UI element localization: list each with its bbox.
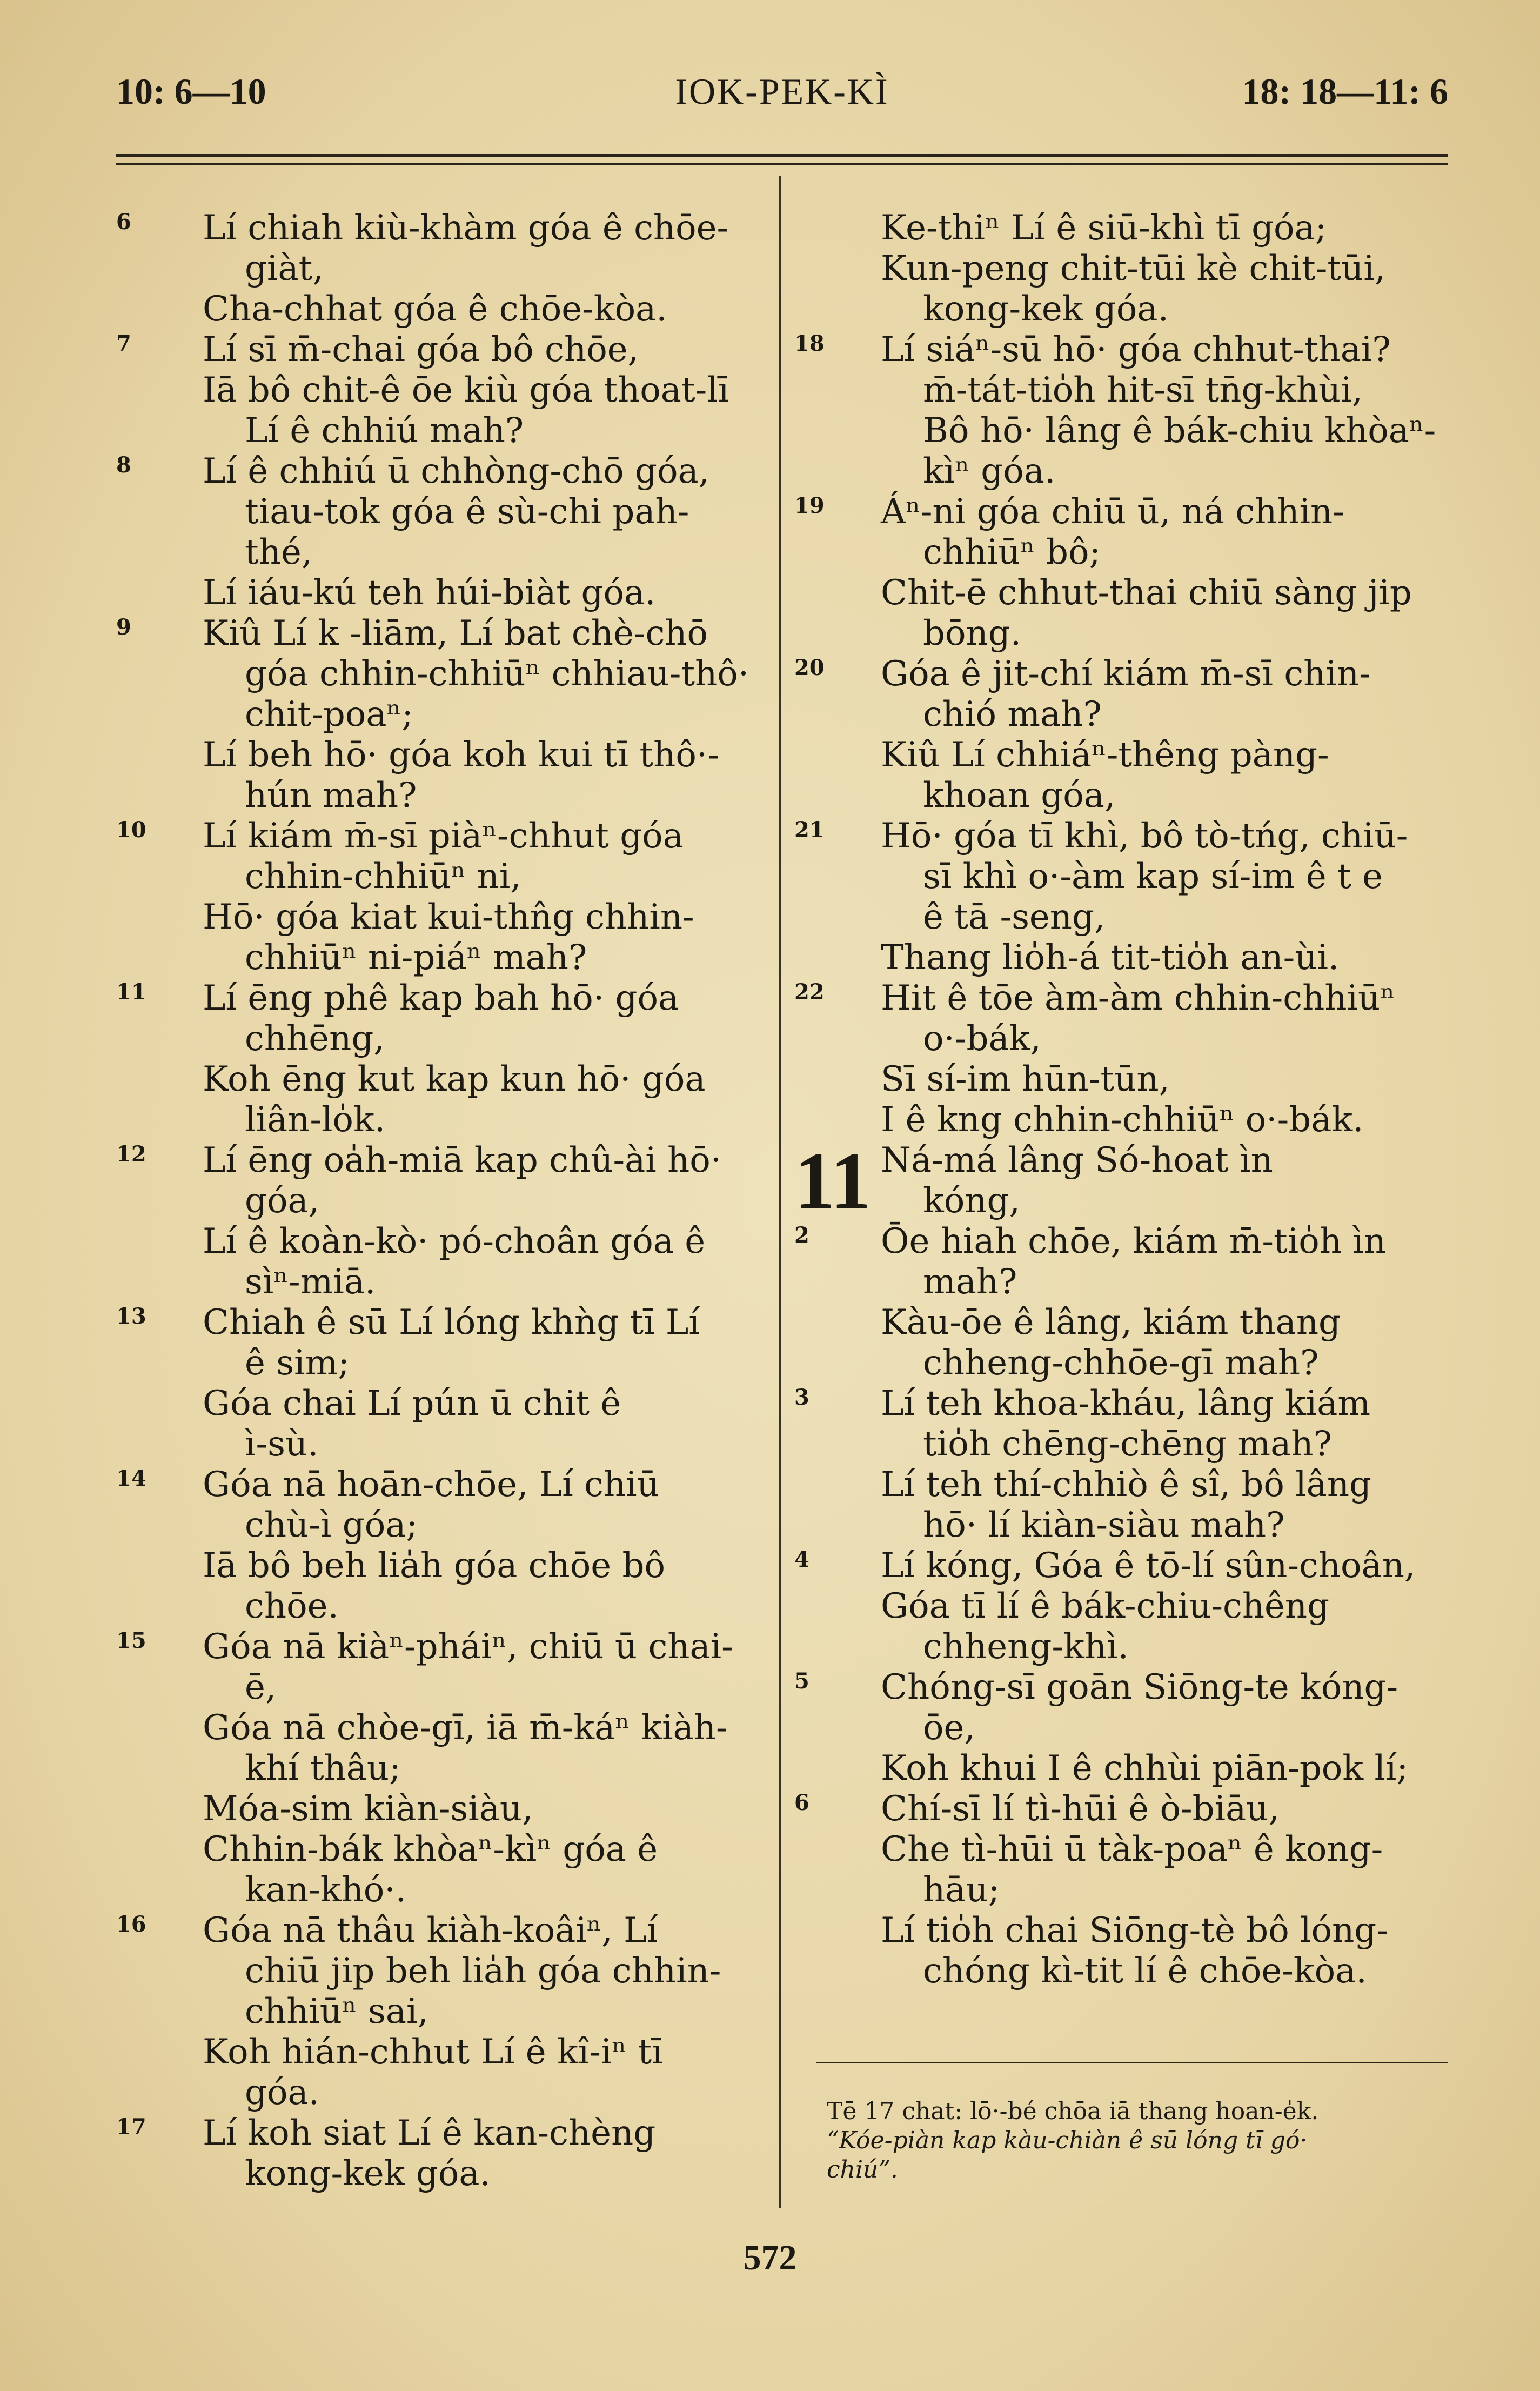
verse-line: Chóng-sī goān Siōng-te kóng- bbox=[881, 1667, 1398, 1707]
verse bbox=[116, 1303, 765, 1465]
footnote-line: Tē 17 chat: lō·-bé chōa iā thang hoan-e̍k. bbox=[827, 2098, 1319, 2125]
verse-line: Lí kiám m̄-sī piàⁿ-chhut góa bbox=[203, 816, 684, 856]
verse-line: ē, bbox=[245, 1667, 277, 1707]
verse-line: ê sim; bbox=[245, 1343, 350, 1383]
verse bbox=[116, 330, 765, 451]
verse-line: Lí ê chhiú ū chhòng-chō góa, bbox=[203, 451, 709, 491]
verse-line: chóng kì-tit lí ê chōe-kòa. bbox=[923, 1951, 1367, 1991]
verse-line: Góa ê jit-chí kiám m̄-sī chin- bbox=[881, 654, 1371, 694]
verse-line: Lí ēng phê kap bah hō· góa bbox=[203, 978, 679, 1018]
verse-line: chù-ì góa; bbox=[245, 1505, 418, 1545]
verse-line: Lí koh siat Lí ê kan-chèng bbox=[203, 2113, 656, 2153]
verse bbox=[794, 492, 1448, 654]
verse-line: tio̍h chēng-chēng mah? bbox=[923, 1424, 1332, 1464]
verse-line: Lí iáu-kú teh húi-biàt góa. bbox=[203, 573, 656, 613]
verse-line: Chhin-bák khòaⁿ-kìⁿ góa ê bbox=[203, 1829, 658, 1869]
page-number: 572 bbox=[743, 2238, 797, 2278]
verse-line: giàt, bbox=[245, 249, 324, 289]
verse-line: Kiû Lí chhiáⁿ-thêng pàng- bbox=[881, 735, 1329, 775]
verse-number: 6 bbox=[116, 209, 131, 235]
verse-line: Che tì-hūi ū tàk-poaⁿ ê kong- bbox=[881, 1829, 1383, 1869]
verse-line: khoan góa, bbox=[923, 776, 1116, 816]
verse-line: Sī sí-im hūn-tūn, bbox=[881, 1059, 1170, 1099]
verse-line: chió mah? bbox=[923, 694, 1102, 734]
verse-line: Lí teh thí-chhiò ê sî, bô lâng bbox=[881, 1465, 1371, 1505]
verse-line: Iā bô chit-ê ōe kiù góa thoat-lī bbox=[203, 370, 729, 410]
verse-number: 11 bbox=[116, 979, 146, 1005]
verse-line: Lí ēng oa̍h-miā kap chû-ài hō· bbox=[203, 1140, 722, 1180]
verse-line: Thang lio̍h-á tit-tio̍h an-ùi. bbox=[881, 938, 1340, 978]
verse-number: 22 bbox=[794, 979, 825, 1005]
verse-line: hún mah? bbox=[245, 776, 417, 816]
header-book-title: IOK-PEK-KÌ bbox=[675, 71, 889, 112]
verse-line: chhiūⁿ bô; bbox=[923, 532, 1101, 572]
verse bbox=[794, 330, 1448, 492]
verse-line: chhiūⁿ sai, bbox=[245, 1992, 428, 2032]
verse-number: 18 bbox=[794, 331, 825, 356]
verse-line: Chiah ê sū Lí lóng khǹg tī Lí bbox=[203, 1303, 700, 1343]
verse-line: tiau-tok góa ê sù-chi pah- bbox=[245, 492, 689, 532]
verse-number: 4 bbox=[794, 1547, 809, 1572]
verse-line: o·-bák, bbox=[923, 1019, 1041, 1059]
verse-line: Lí kóng, Góa ê tō-lí sûn-choân, bbox=[881, 1546, 1416, 1586]
chapter-number: 11 bbox=[794, 1136, 871, 1226]
verse bbox=[794, 1546, 1448, 1667]
verse-line: mah? bbox=[923, 1262, 1017, 1302]
verse-number: 20 bbox=[794, 655, 825, 680]
verse bbox=[794, 208, 1448, 330]
verse-number: 6 bbox=[794, 1790, 809, 1815]
verse-line: Hō· góa kiat kui-thn̂g chhin- bbox=[203, 897, 694, 937]
header-right-reference: 18: 18—11: 6 bbox=[1242, 71, 1448, 112]
verse-line: Koh hián-chhut Lí ê kî-iⁿ tī bbox=[203, 2032, 663, 2072]
verse bbox=[794, 654, 1448, 816]
verse-line: Ōe hiah chōe, kiám m̄-tio̍h ìn bbox=[881, 1221, 1386, 1261]
verse-line: bōng. bbox=[923, 613, 1022, 653]
verse-number: 12 bbox=[116, 1141, 146, 1167]
verse-line: kong-kek góa. bbox=[923, 289, 1169, 329]
verse-line: m̄-tát-tio̍h hit-sī tn̄g-khùi, bbox=[923, 370, 1363, 410]
verse-line: kan-khó·. bbox=[245, 1870, 406, 1910]
verse-line: liân-lo̍k. bbox=[245, 1100, 386, 1140]
verse-number: 15 bbox=[116, 1628, 146, 1653]
verse-line: thé, bbox=[245, 532, 313, 572]
verse bbox=[794, 1789, 1448, 1992]
verse bbox=[794, 1221, 1448, 1384]
verse-line: Góa nā hoān-chōe, Lí chiū bbox=[203, 1465, 659, 1505]
verse-line: chhēng, bbox=[245, 1019, 385, 1059]
verse-line: Lí siáⁿ-sū hō· góa chhut-thai? bbox=[881, 330, 1391, 370]
footnote-line: chiú”. bbox=[827, 2156, 898, 2183]
verse bbox=[794, 1384, 1448, 1546]
verse bbox=[116, 1911, 765, 2113]
verse-line: Kiû Lí k -liām, Lí bat chè-chō bbox=[203, 613, 708, 653]
verse-number: 10 bbox=[116, 817, 146, 843]
verse bbox=[116, 1627, 765, 1911]
verse bbox=[116, 978, 765, 1140]
verse-line: chheng-chhōe-gī mah? bbox=[923, 1343, 1319, 1383]
verse-line: Lí teh khoa-kháu, lâng kiám bbox=[881, 1384, 1371, 1424]
verse bbox=[116, 451, 765, 613]
verse-line: sī khì o·-àm kap sí-im ê t e bbox=[923, 857, 1383, 897]
verse-line: góa chhin-chhiūⁿ chhiau-thô· bbox=[245, 654, 749, 694]
verse-number: 5 bbox=[794, 1668, 809, 1694]
verse bbox=[116, 1465, 765, 1627]
verse-line: góa, bbox=[245, 1181, 319, 1221]
verse-line: Kàu-ōe ê lâng, kiám thang bbox=[881, 1303, 1341, 1343]
verse bbox=[116, 1140, 765, 1303]
verse-line: Hit ê tōe àm-àm chhin-chhiūⁿ bbox=[881, 978, 1395, 1018]
verse-line: Ná-má lâng Só-hoat ìn bbox=[881, 1140, 1273, 1180]
verse bbox=[116, 2113, 765, 2194]
verse-line: Kun-peng chit-tūi kè chit-tūi, bbox=[881, 249, 1386, 289]
verse-line: ì-sù. bbox=[245, 1424, 319, 1464]
verse-line: Lí sī m̄-chai góa bô chōe, bbox=[203, 330, 639, 370]
verse-line: Móa-sim kiàn-siàu, bbox=[203, 1789, 533, 1829]
verse-number: 2 bbox=[794, 1223, 809, 1248]
verse-line: hō· lí kiàn-siàu mah? bbox=[923, 1505, 1285, 1545]
verse-number: 21 bbox=[794, 817, 825, 843]
header-rule-thick bbox=[116, 154, 1448, 157]
verse-line: chhin-chhiūⁿ ni, bbox=[245, 857, 521, 897]
verse-line: sìⁿ-miā. bbox=[245, 1262, 376, 1302]
running-header bbox=[116, 70, 1448, 119]
verse bbox=[116, 208, 765, 330]
verse-number: 17 bbox=[116, 2114, 146, 2140]
verse-line: Koh khui I ê chhùi piān-pok lí; bbox=[881, 1748, 1408, 1788]
verse-number: 3 bbox=[794, 1385, 809, 1410]
verse-line: kong-kek góa. bbox=[245, 2154, 491, 2194]
verse-line: hāu; bbox=[923, 1870, 1000, 1910]
verse-line: Ke-thiⁿ Lí ê siū-khì tī góa; bbox=[881, 208, 1327, 248]
right-column-verses-chapter-10 bbox=[794, 208, 1448, 1140]
verse-line: kìⁿ góa. bbox=[923, 451, 1056, 491]
left-column bbox=[116, 208, 765, 2194]
verse-number: 19 bbox=[794, 493, 825, 518]
verse bbox=[116, 816, 765, 978]
verse-line: Góa nā kiàⁿ-pháiⁿ, chiū ū chai- bbox=[203, 1627, 733, 1667]
verse-line: Hō· góa tī khì, bô tò-tńg, chiū- bbox=[881, 816, 1408, 856]
verse-line: Góa nā chòe-gī, iā m̄-káⁿ kiàh- bbox=[203, 1708, 728, 1748]
verse-number: 8 bbox=[116, 452, 131, 478]
verse bbox=[794, 978, 1448, 1140]
verse-line: Iā bô beh lia̍h góa chōe bô bbox=[203, 1546, 665, 1586]
verse-line: ê tā -seng, bbox=[923, 897, 1106, 937]
header-left-reference: 10: 6—10 bbox=[116, 71, 266, 112]
verse-number: 9 bbox=[116, 615, 131, 640]
chapter-11-first-verse bbox=[881, 1140, 1448, 1221]
verse-line: chheng-khì. bbox=[923, 1627, 1129, 1667]
verse-line: Cha-chhat góa ê chōe-kòa. bbox=[203, 289, 667, 329]
verse-line: góa. bbox=[245, 2073, 319, 2113]
right-column bbox=[794, 208, 1448, 1992]
footnote-rule bbox=[816, 2062, 1448, 2063]
verse-line: chhiūⁿ ni-piáⁿ mah? bbox=[245, 938, 587, 978]
verse-line: Chí-sī lí tì-hūi ê ò-biāu, bbox=[881, 1789, 1280, 1829]
verse-line: I ê kng chhin-chhiūⁿ o·-bák. bbox=[881, 1100, 1364, 1140]
verse-number: 13 bbox=[116, 1304, 146, 1329]
verse-line: kóng, bbox=[923, 1181, 1020, 1221]
verse-line: chiū jip beh lia̍h góa chhin- bbox=[245, 1951, 721, 1991]
footnote-line: “Kóe-piàn kap kàu-chiàn ê sū lóng tī gó· bbox=[827, 2127, 1308, 2154]
verse-line: Góa nā thâu kiàh-koâiⁿ, Lí bbox=[203, 1911, 658, 1951]
verse-number: 14 bbox=[116, 1466, 146, 1491]
verse-line: khí thâu; bbox=[245, 1748, 401, 1788]
verse-line: Lí beh hō· góa koh kui tī thô·- bbox=[203, 735, 719, 775]
footnote bbox=[827, 2097, 1448, 2185]
verse-number: 16 bbox=[116, 1912, 146, 1937]
verse-line: Áⁿ-ni góa chiū ū, ná chhin- bbox=[881, 492, 1344, 532]
verse bbox=[116, 613, 765, 816]
verse-line: Bô hō· lâng ê bák-chiu khòaⁿ- bbox=[923, 411, 1436, 451]
verse-line: Chit-ē chhut-thai chiū sàng jip bbox=[881, 573, 1412, 613]
chapter-11-start bbox=[794, 1136, 1448, 1226]
verse bbox=[794, 1667, 1448, 1789]
verse-line: Lí tio̍h chai Siōng-tè bô lóng- bbox=[881, 1911, 1388, 1951]
verse-line: Lí ê chhiú mah? bbox=[245, 411, 524, 451]
right-column-verses-chapter-11 bbox=[794, 1221, 1448, 1992]
column-divider bbox=[779, 176, 781, 2208]
verse-line: Góa chai Lí pún ū chit ê bbox=[203, 1384, 621, 1424]
verse-line: Góa tī lí ê bák-chiu-chêng bbox=[881, 1586, 1330, 1626]
verse bbox=[794, 816, 1448, 978]
verse-line: Lí ê koàn-kò· pó-choân góa ê bbox=[203, 1221, 706, 1261]
header-rule-thin bbox=[116, 163, 1448, 165]
verse-line: Lí chiah kiù-khàm góa ê chōe- bbox=[203, 208, 729, 248]
verse-line: Koh ēng kut kap kun hō· góa bbox=[203, 1059, 706, 1099]
verse-line: ōe, bbox=[923, 1708, 975, 1748]
verse-number: 7 bbox=[116, 331, 131, 356]
verse-line: chōe. bbox=[245, 1586, 339, 1626]
verse-line: chit-poaⁿ; bbox=[245, 694, 413, 734]
